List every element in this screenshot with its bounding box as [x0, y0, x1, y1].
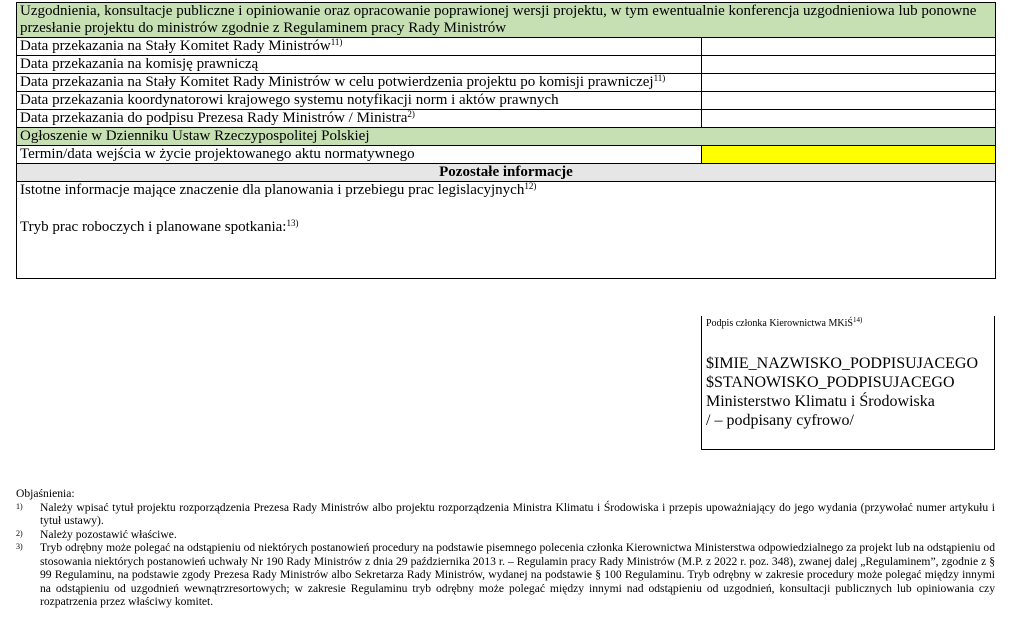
table-row: [17, 3, 996, 38]
info-istotne: Istotne informacje mające znaczenie dla planowania i przebiegu prac legislacyjnych$^{12)}$: [20, 181, 537, 198]
row-label: Data przekazania na Stały Komitet Rady Ministrów w celu potwierdzenia projektu po komisji prawniczej$^{11)}$: [17, 74, 702, 92]
footnote-ref: 12): [524, 181, 537, 191]
procedure-table: [16, 2, 996, 279]
footnote-number: 3): [16, 542, 23, 551]
footnotes: [16, 487, 995, 609]
info-cell[interactable]: [17, 182, 996, 279]
digital-signature-note: / – podpisany cyfrowo/: [706, 412, 854, 429]
table-row: [17, 74, 996, 92]
footnote-ref: 13): [286, 218, 299, 228]
date-cell[interactable]: [702, 56, 996, 74]
section-header-uzgodnienia: Uzgodnienia, konsultacje publiczne i opiniowanie oraz opracowanie poprawionej wersji projektu, w tym ewentualnie konferencja uzgodnieniowa lub ponowne przesłanie projektu do ministrów zgodnie z Regulaminem pracy Rady Ministrów: [17, 3, 996, 38]
date-cell[interactable]: [702, 38, 996, 56]
footnote-ref: 11): [653, 73, 666, 83]
row-label: Data przekazania koordynatorowi krajowego systemu notyfikacji norm i aktów prawnych: [17, 92, 702, 110]
table-row: [17, 38, 996, 56]
footnote-text: Należy pozostawić właściwe.: [40, 527, 177, 541]
row-label: Data przekazania na komisję prawniczą: [17, 56, 702, 74]
section-header-pozostale: Pozostałe informacje: [17, 164, 996, 182]
table-row: [17, 164, 996, 182]
footnote-text: Tryb odrębny może polegać na odstąpieniu od niektórych postanowień procedury na podstawie pisemnego polecenia członka Kierownictwa Ministerstwa odpowiedzialnego za projekt lub na odstąpieniu od stosowania niektórych postanowień uchwały Nr 190 Rady Ministrów z dnia 29 października 2013 r. – Regulamin pracy Rady Ministrów (M.P. z 2022 r. poz. 348), zwanej dalej „Regulaminem”, zgodnie z § 99 Regulaminu, na podstawie zgody Prezesa Rady Ministrów albo Sekretarza Rady Ministrów, wydanej na podstawie § 100 Regulaminu. Tryb odrębny w zakresie procedury może polegać między innymi na odstąpieniu od uzgodnień wewnątrzresortowych; w zakresie Regulaminu tryb odrębny może polegać między innymi nad odstąpieniu od uzgodnień, konsultacji publicznych lub opiniowania czy rozpatrzenia przez właściwy komitet.: [40, 541, 995, 608]
effective-date-cell[interactable]: [702, 146, 996, 164]
ministry-name: Ministerstwo Klimatu i Środowiska: [706, 393, 935, 410]
footnote-item: [16, 541, 995, 609]
table-row: [17, 128, 996, 146]
row-label: Data przekazania do podpisu Prezesa Rady Ministrów / Ministra$^{2)}$: [17, 110, 702, 128]
footnote-ref: 2): [407, 109, 415, 119]
date-cell[interactable]: [702, 110, 996, 128]
table-row: [17, 92, 996, 110]
footnote-item: [16, 501, 995, 528]
date-cell[interactable]: [702, 74, 996, 92]
footnote-ref: 11): [330, 37, 343, 47]
signature-label: Podpis członka Kierownictwa MKiŚ$^{14)}$: [706, 316, 863, 329]
footnotes-title: Objaśnienia:: [16, 487, 75, 500]
row-label: Data przekazania na Stały Komitet Rady Ministrów$^{11)}$: [17, 38, 702, 56]
signer-name: $IMIE_NAZWISKO_PODPISUJACEGO: [706, 355, 978, 372]
footnote-number: 2): [16, 528, 23, 538]
table-row: [17, 182, 996, 279]
signature-lines: [706, 354, 990, 430]
signer-position: $STANOWISKO_PODPISUJACEGO: [706, 374, 955, 391]
section-header-ogloszenie: Ogłoszenie w Dzienniku Ustaw Rzeczypospolitej Polskiej: [17, 128, 996, 146]
table-row: [17, 110, 996, 128]
signature-box: [701, 316, 995, 450]
table-row: [17, 56, 996, 74]
footnote-ref: 14): [852, 316, 863, 324]
footnote-item: [16, 528, 995, 542]
info-tryb: Tryb prac roboczych i planowane spotkania:$^{13)}$: [20, 218, 299, 235]
footnote-number: 1): [16, 501, 23, 511]
row-label: Termin/data wejścia w życie projektowanego aktu normatywnego: [17, 146, 702, 164]
date-cell[interactable]: [702, 92, 996, 110]
table-row: [17, 146, 996, 164]
footnote-text: Należy wpisać tytuł projektu rozporządzenia Prezesa Rady Ministrów albo projektu rozporządzenia Ministra Klimatu i Środowiska i przepis upoważniający do jego wydania (przywołać numer artykułu i tytuł ustawy).: [40, 500, 995, 527]
